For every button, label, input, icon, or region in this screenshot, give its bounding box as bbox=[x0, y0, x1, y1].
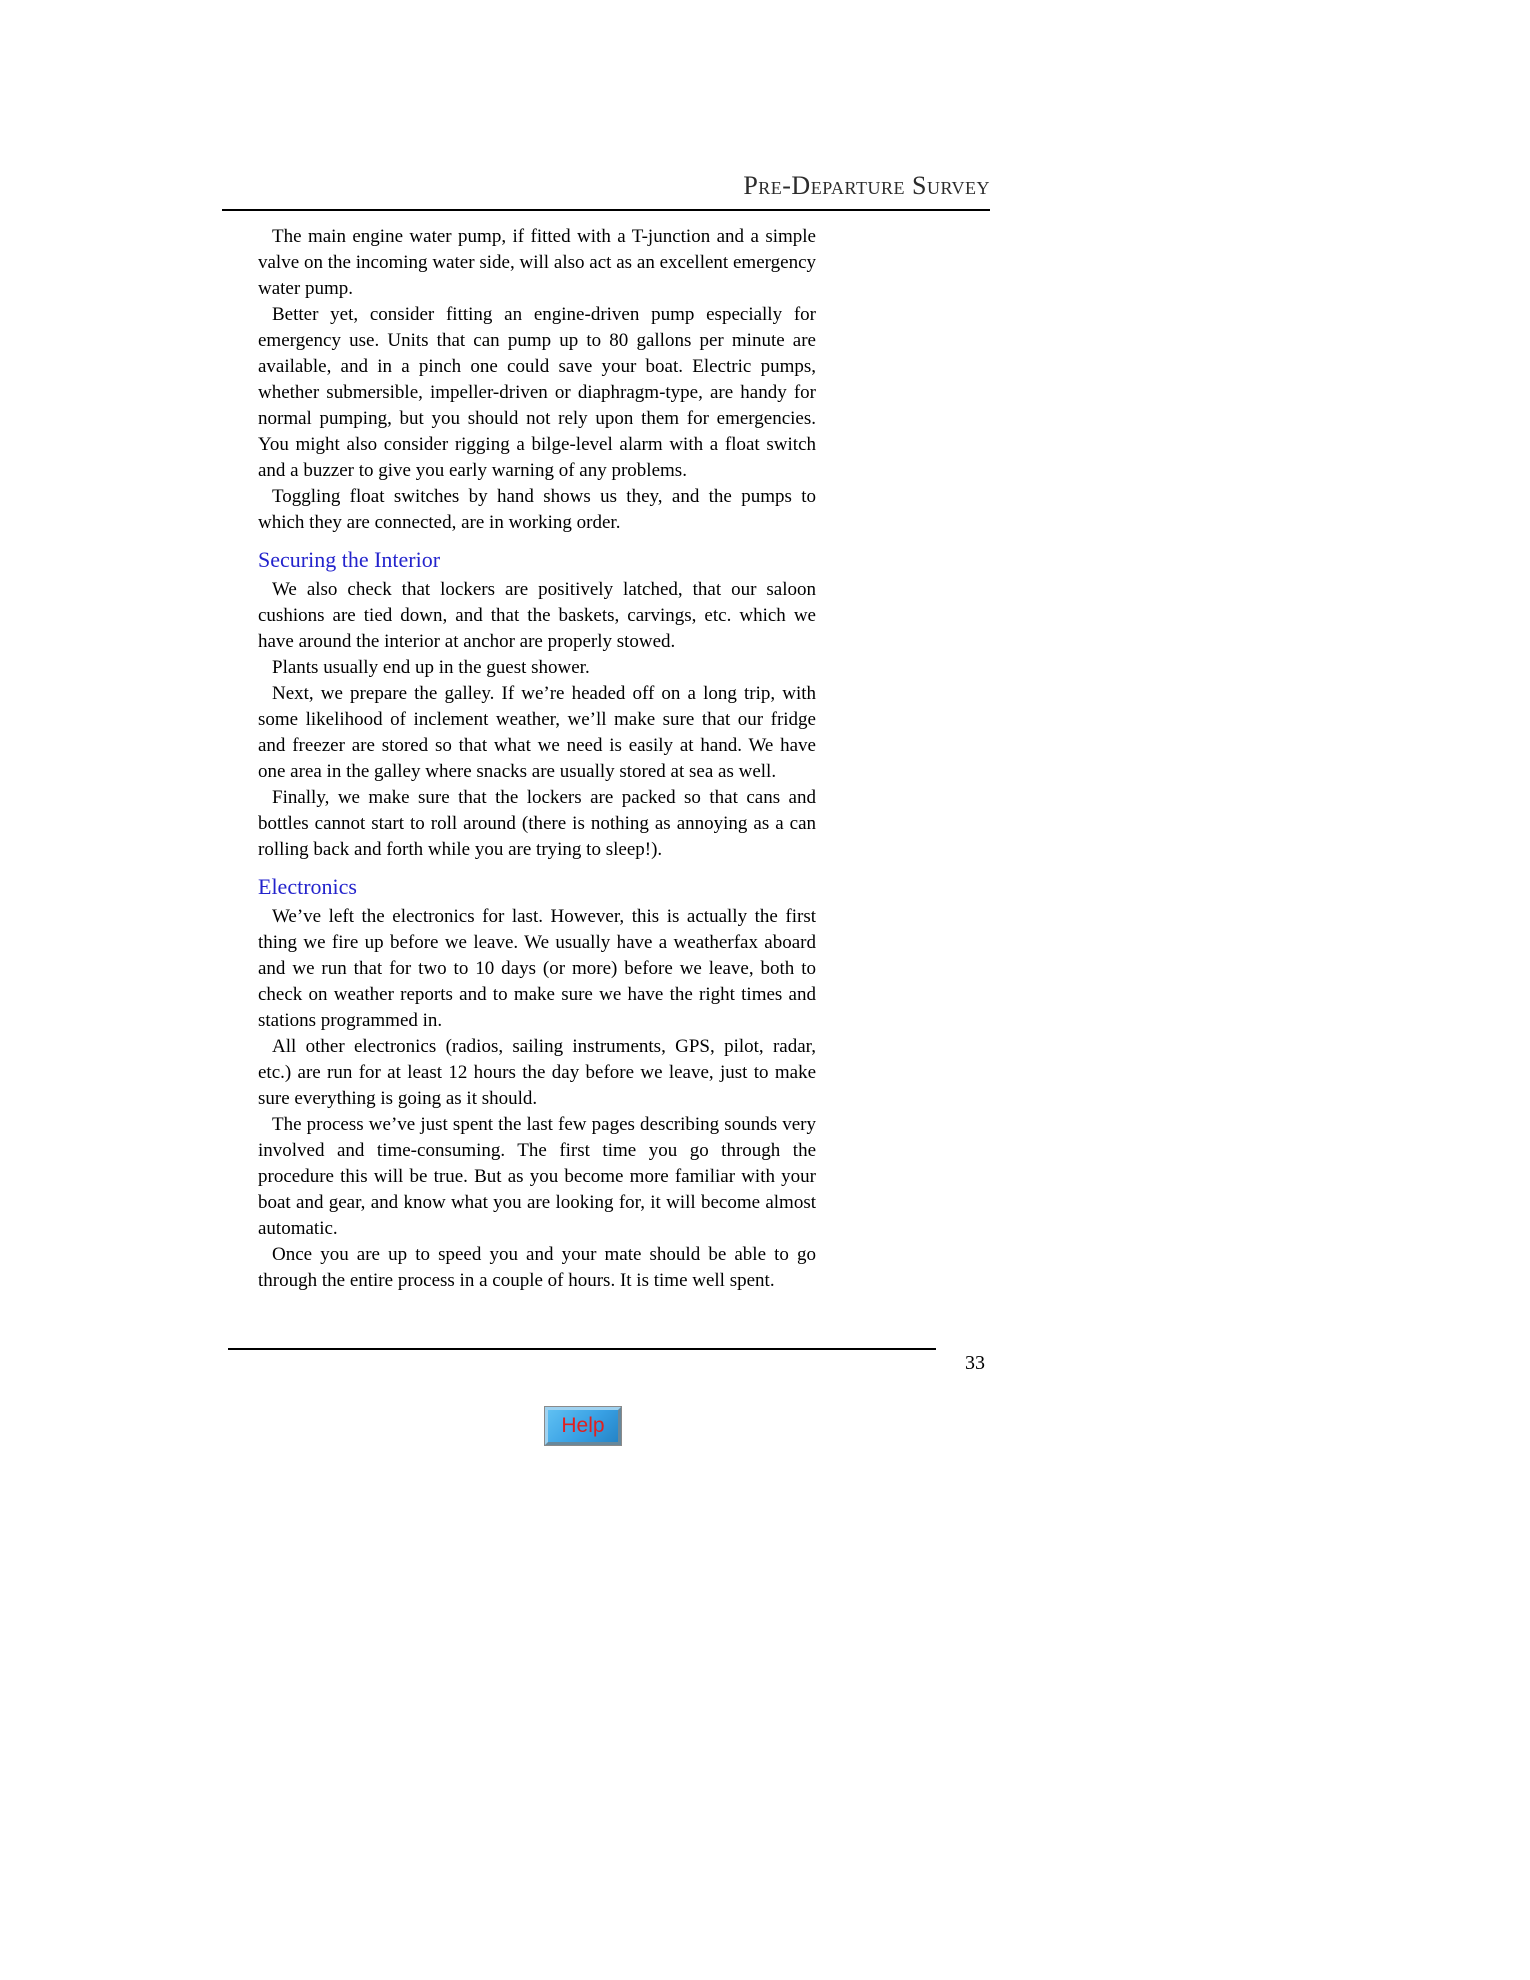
footer-rule bbox=[228, 1348, 936, 1350]
paragraph: We also check that lockers are positively latched, that our saloon cushions are tied down, and that the baskets, carvings, etc. which we have around the interior at anchor are properly stowed. bbox=[258, 579, 816, 652]
paragraph: Next, we prepare the galley. If we’re headed off on a long trip, with some likelihood of inclement weather, we’ll make sure that our fridge and freezer are stored so that what we need is easily at hand. We have one area in the galley where snacks are usually stored at sea as well. bbox=[258, 683, 816, 782]
help-button[interactable]: Help bbox=[545, 1407, 621, 1445]
paragraph: Plants usually end up in the guest shower. bbox=[272, 657, 590, 678]
paragraph: The main engine water pump, if fitted with a T-junction and a simple valve on the incoming water side, will also act as an excellent emergency water pump. bbox=[258, 226, 816, 299]
paragraph: All other electronics (radios, sailing instruments, GPS, pilot, radar, etc.) are run for at least 12 hours the day before we leave, just to make sure everything is going as it should. bbox=[258, 1036, 816, 1109]
paragraph: Better yet, consider fitting an engine-driven pump especially for emergency use. Units that can pump up to 80 gallons per minute are available, and in a pinch one could save your boat. Electric pumps, whether submersible, impeller-driven or diaphragm-type, are handy for normal pumping, but you should not rely upon them for emergencies. You might also consider rigging a bilge-level alarm with a float switch and a buzzer to give you early warning of any problems. bbox=[258, 304, 816, 481]
paragraph: We’ve left the electronics for last. However, this is actually the first thing we fire up before we leave. We usually have a weatherfax aboard and we run that for two to 10 days (or more) before we leave, both to check on weather reports and to make sure we have the right times and stations programmed in. bbox=[258, 906, 816, 1031]
document-body bbox=[258, 224, 816, 1294]
header-rule bbox=[222, 209, 990, 211]
paragraph: Once you are up to speed you and your mate should be able to go through the entire process in a couple of hours. It is time well spent. bbox=[258, 1244, 816, 1291]
page-number: 33 bbox=[965, 1352, 985, 1374]
paragraph: The process we’ve just spent the last few pages describing sounds very involved and time-consuming. The first time you go through the procedure this will be true. But as you become more familiar with your boat and gear, and know what you are looking for, it will become almost automatic. bbox=[258, 1114, 816, 1239]
section-heading-electronics: Electronics bbox=[258, 874, 357, 899]
paragraph: Toggling float switches by hand shows us they, and the pumps to which they are connected, are in working order. bbox=[258, 486, 816, 533]
section-heading-securing-the-interior: Securing the Interior bbox=[258, 547, 441, 572]
paragraph: Finally, we make sure that the lockers are packed so that cans and bottles cannot start to roll around (there is nothing as annoying as a can rolling back and forth while you are trying to sleep!). bbox=[258, 787, 816, 860]
page-header-title: Pre-Departure Survey bbox=[743, 171, 990, 200]
